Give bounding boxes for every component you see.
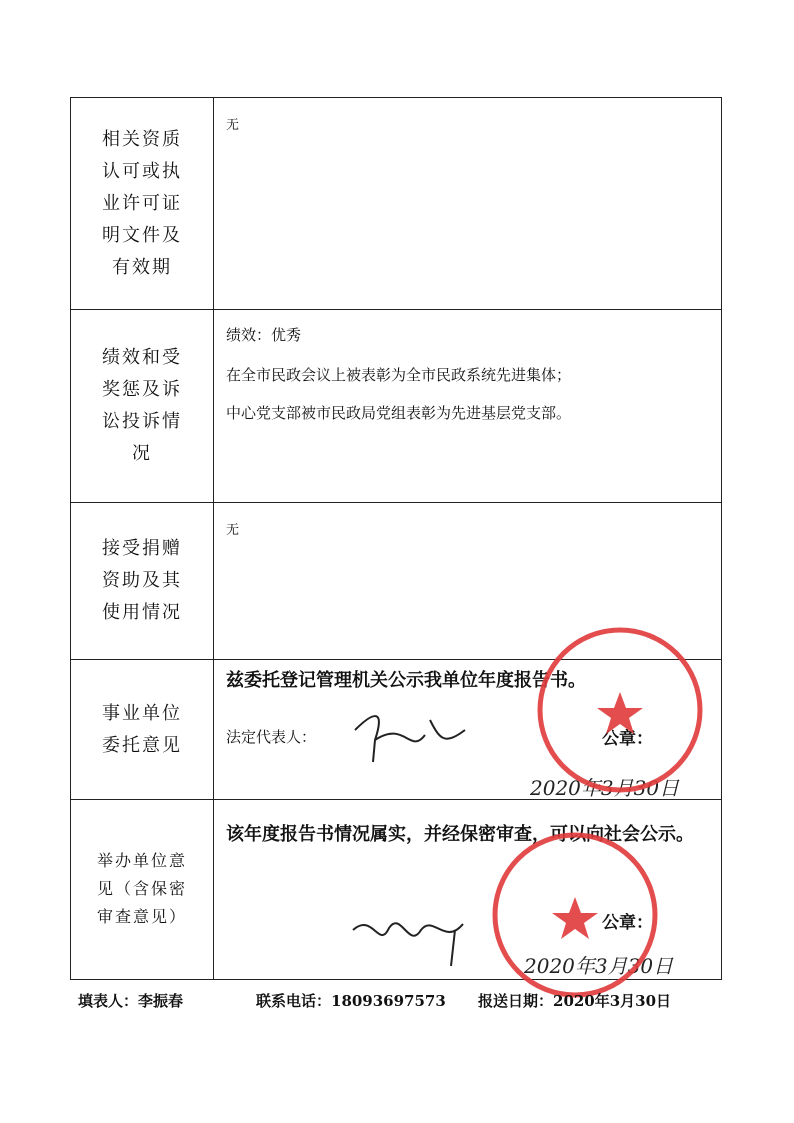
submission-date: 报送日期：2020年3月30日: [478, 992, 672, 1010]
row-label: 事业单位委托意见: [71, 660, 214, 800]
signature-legal-rep: [345, 700, 475, 770]
seal-label: 公章：: [602, 729, 653, 749]
award-line: 在全市民政会议上被表彰为全市民政系统先进集体；: [226, 366, 572, 384]
row-label: 绩效和受奖惩及诉讼投诉情况: [71, 310, 214, 503]
unit-statement: 兹委托登记管理机关公示我单位年度报告书。: [226, 670, 586, 691]
seal-civil-affairs: [485, 825, 665, 1005]
legal-rep-label: 法定代表人：: [226, 728, 317, 746]
seal-lottery-center: [530, 620, 710, 800]
award-line: 中心党支部被市民政局党组表彰为先进基层党支部。: [226, 404, 572, 422]
seal-label: 公章：: [602, 913, 653, 933]
qualification-value: 无: [226, 118, 240, 133]
row-label: 接受捐赠资助及其使用情况: [71, 503, 214, 660]
performance-line: 绩效：优秀: [226, 326, 302, 344]
organizer-statement: 该年度报告书情况属实，并经保密审查，可以向社会公示。: [226, 824, 694, 845]
row-qualification: [71, 98, 722, 310]
handwritten-date: 2020年3月30日: [524, 954, 674, 978]
donation-value: 无: [226, 523, 240, 538]
handwritten-date: 2020年3月30日: [530, 776, 680, 800]
row-label: 相关资质认可或执业许可证明文件及有效期: [71, 98, 214, 310]
row-label: 举办单位意见（含保密审查意见）: [71, 800, 214, 980]
filler: 填表人：李振春: [78, 992, 184, 1010]
contact-phone: 联系电话：18093697573: [256, 992, 446, 1010]
row-performance: [71, 310, 722, 503]
signature-organizer: [345, 900, 475, 970]
row-content: [214, 98, 722, 310]
row-content: [214, 310, 722, 503]
